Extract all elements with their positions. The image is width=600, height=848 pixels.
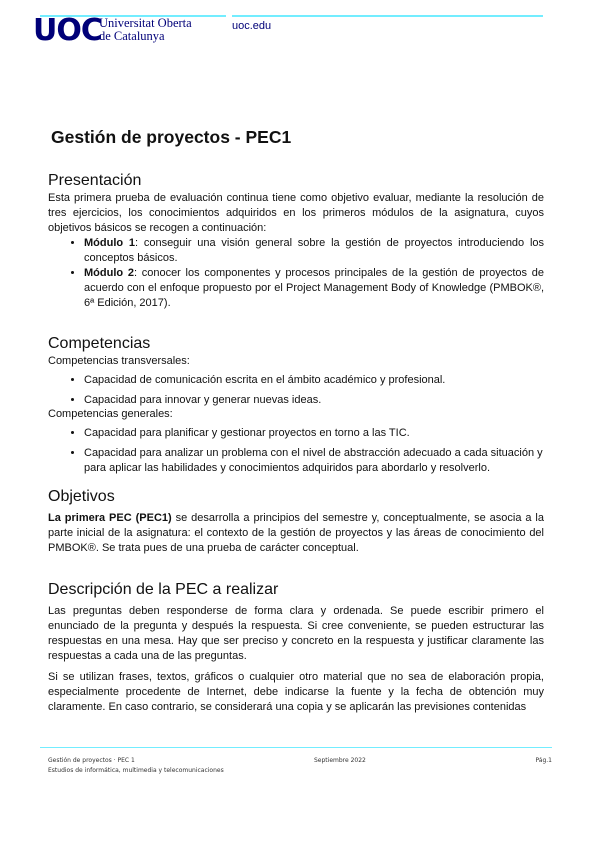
header-rule-right [232,15,543,17]
descripcion-paragraph-2: Si se utilizan frases, textos, gráficos o cualquier otro material que no sea de elaboración propia, especialmente procedente de Internet, debe indicarse la fuente y la fecha de obtención muy claramente. En caso contrario, se considerará una copia y se aplicarán las previsiones contenidas [48,671,544,713]
footer-rule [40,747,552,748]
transversales-list [48,373,544,408]
presentacion-intro: Esta primera prueba de evaluación continua tiene como objetivo evaluar, mediante la resolución de tres ejercicios, los conocimientos adquiridos en los primeros módulos de la asignatura, cuyos objetivos básicos se recogen a continuación: [48,192,544,234]
objetivos-paragraph: La primera PEC (PEC1) se desarrolla a principios del semestre y, conceptualmente, se asocia a la parte inicial de la asignatura: el contexto de la gestión de proyectos y las áreas de conocimiento del PMBOK®. Se trata pues de una prueba de carácter conceptual. [48,512,544,554]
list-item: • Módulo 2: conocer los componentes y procesos principales de la gestión de proyectos de acuerdo con el enfoque propuesto por el Project Management Body of Knowledge (PMBOK®, 6ª Edición, 2017). [84,266,544,311]
generales-list [48,426,544,476]
transversales-label: Competencias transversales: [48,355,190,367]
university-name-line2: de Catalunya [99,29,165,43]
page-title: Gestión de proyectos - PEC1 [51,127,292,147]
list-item: • Módulo 1: conseguir una visión general sobre la gestión de proyectos introduciendo los conceptos básicos. [84,236,544,266]
university-name-line1: Universitat Oberta [99,16,192,30]
list-item: • Capacidad para innovar y generar nuevas ideas. [84,393,544,408]
section-heading-descripcion: Descripción de la PEC a realizar [48,581,279,598]
section-heading-objetivos: Objetivos [48,488,115,505]
footer-date: Septiembre 2022 [314,757,366,764]
footer-studies: Estudios de informática, multimedia y telecomunicaciones [48,767,224,774]
list-item: • Capacidad para planificar y gestionar proyectos en torno a las TIC. [84,426,544,441]
footer-page-number: Pág.1 [535,757,552,764]
generales-label: Competencias generales: [48,408,173,420]
section-heading-presentacion: Presentación [48,172,142,189]
university-url[interactable]: uoc.edu [232,20,272,32]
descripcion-paragraph-1: Las preguntas deben responderse de forma clara y ordenada. Se puede escribir primero el enunciado de la pregunta y después la respuesta. Si cree conveniente, se pueden estructurar las respuestas en una mesa. Hay que ser preciso y concreto en la respuesta y justificar claramente las respuestas a cada una de las preguntas. [48,605,544,662]
list-item: • Capacidad de comunicación escrita en el ámbito académico y profesional. [84,373,544,388]
section-heading-competencias: Competencias [48,335,151,352]
university-name [99,17,192,43]
document-body [48,120,544,715]
modules-list [48,236,544,311]
footer-course: Gestión de proyectos · PEC 1 [48,757,135,764]
list-item: • Capacidad para analizar un problema con el nivel de abstracción adecuado a cada situación y para aplicar las habilidades y conocimientos adquiridos para abordarlo y resolverlo. [84,446,544,476]
uoc-logo: UOC [33,13,102,48]
